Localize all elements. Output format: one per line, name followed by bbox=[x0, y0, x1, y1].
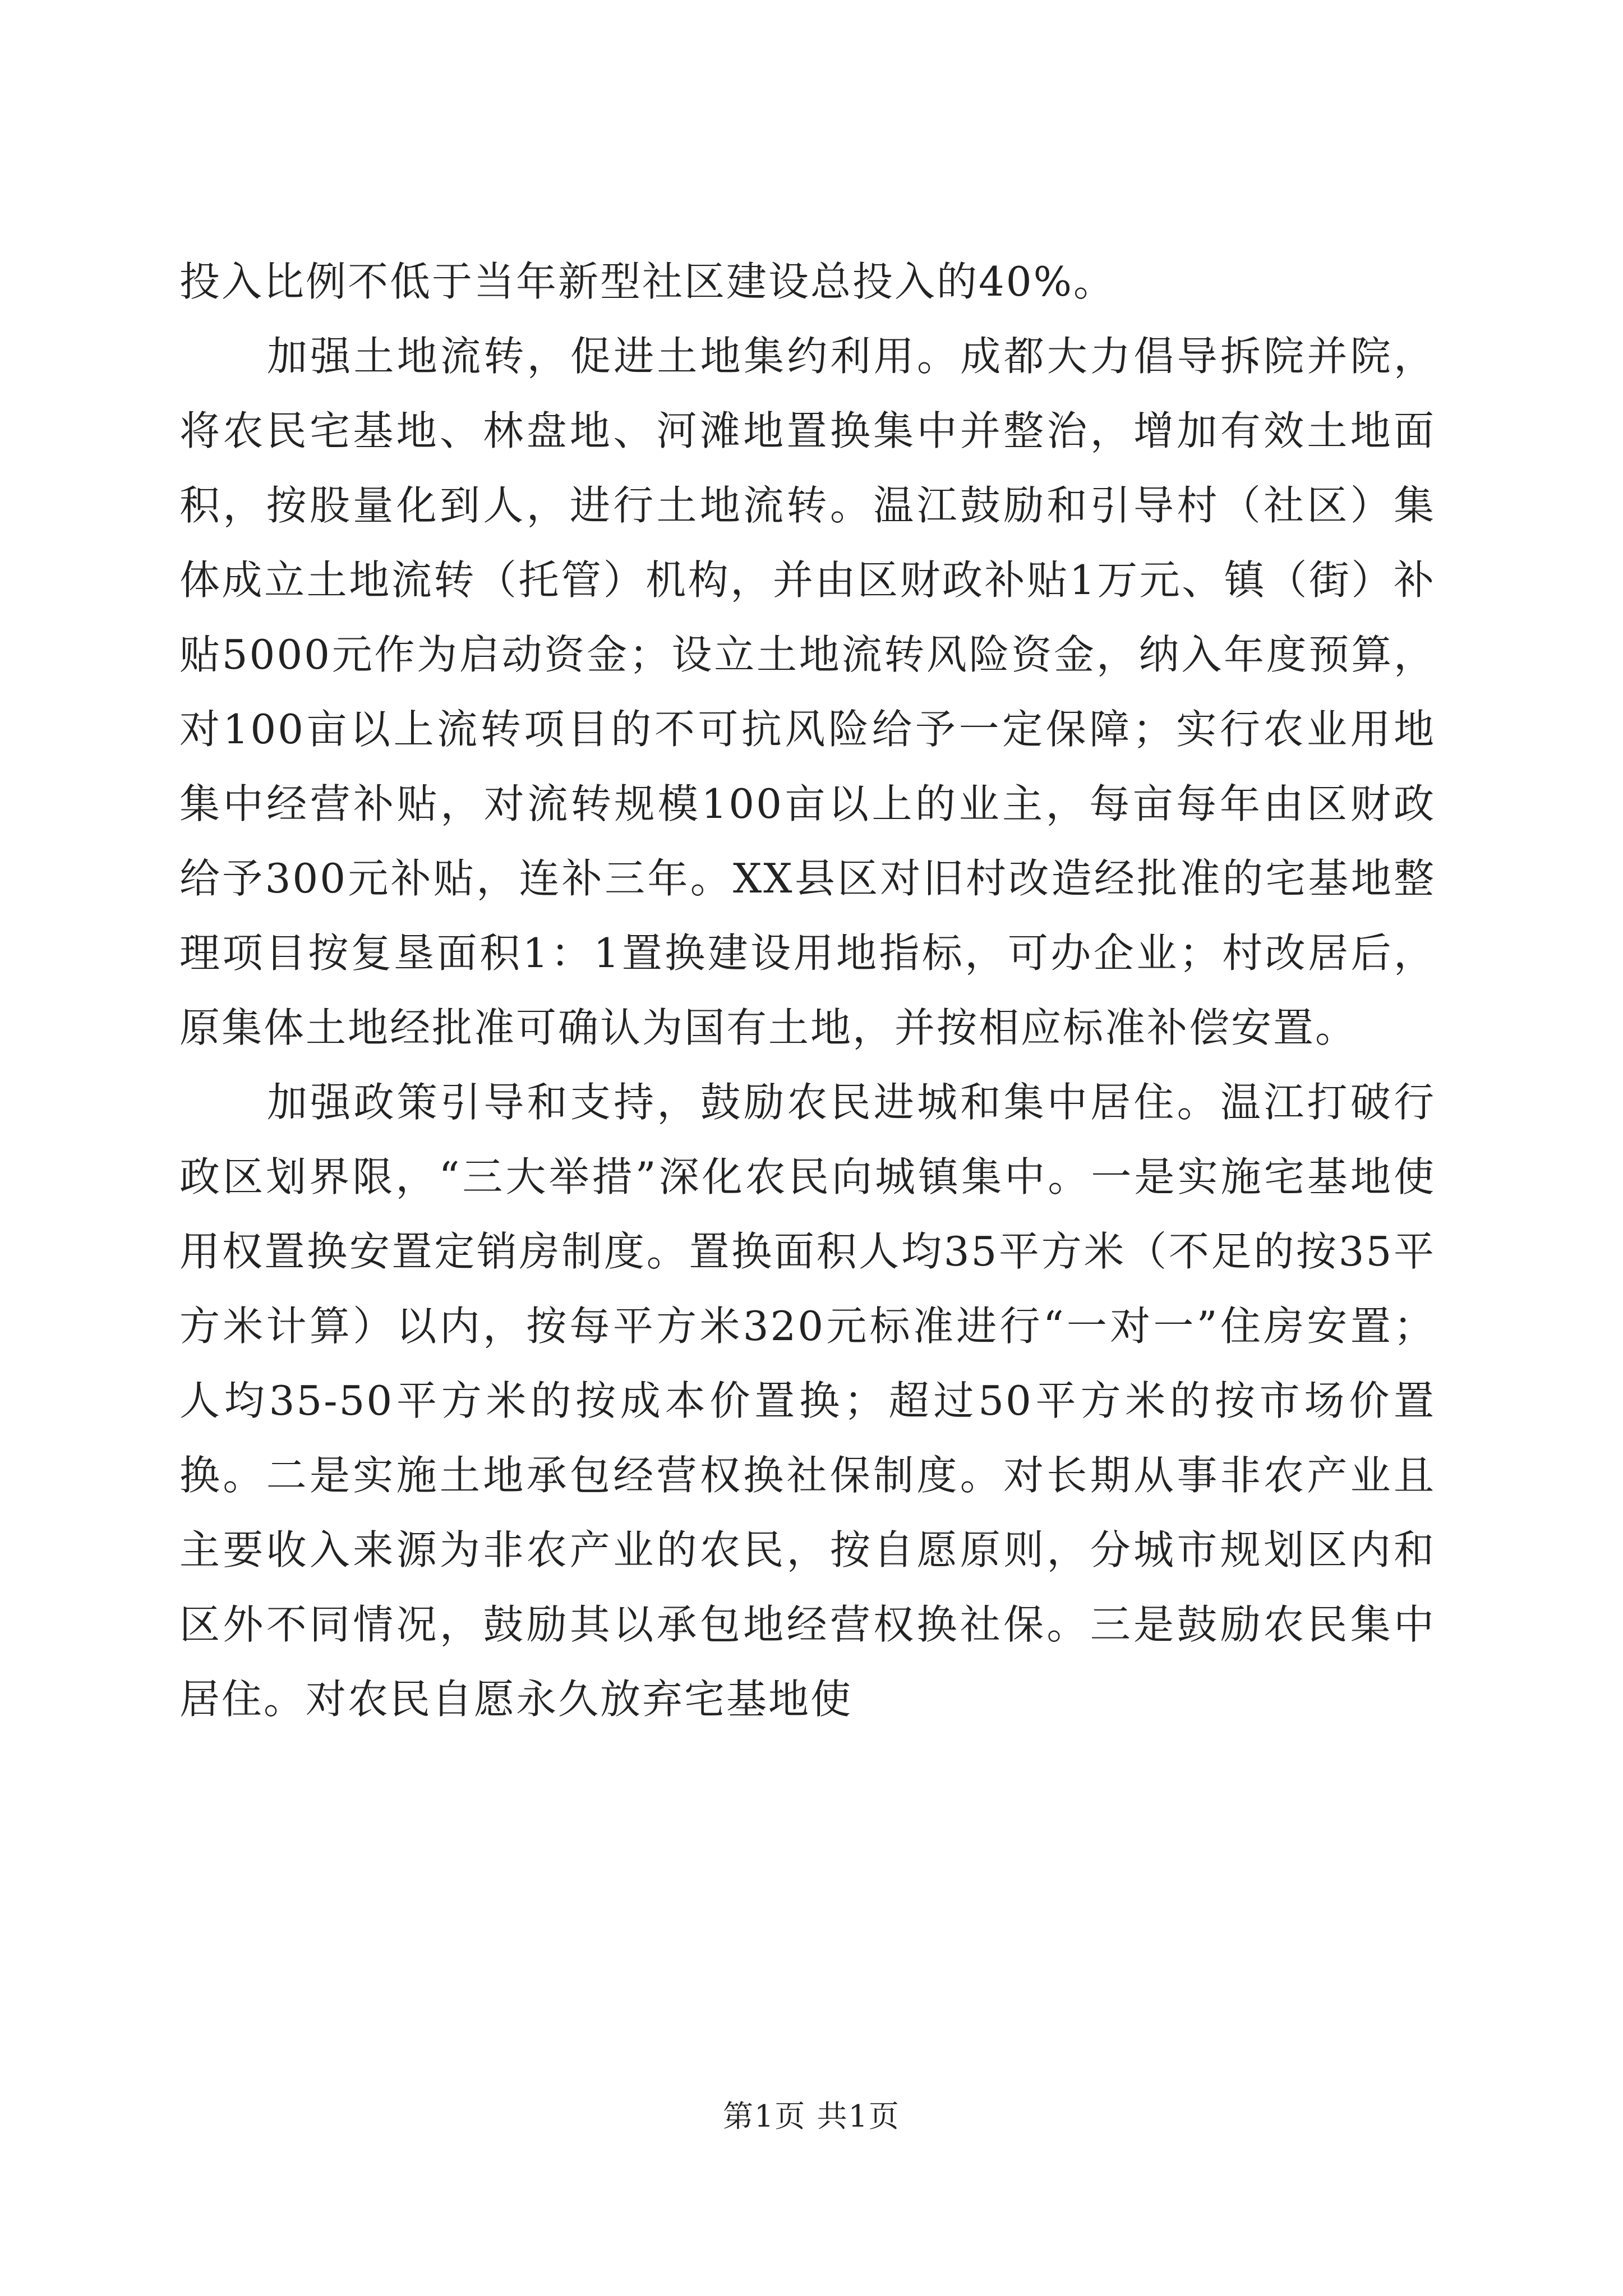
page-footer: 第1页 共1页 bbox=[723, 2099, 900, 2134]
document-body bbox=[179, 245, 1436, 1737]
paragraph-policy-guidance: 加强政策引导和支持，鼓励农民进城和集中居住。温江打破行政区划界限，“三大举措”深化农民向城镇集中。一是实施宅基地使用权置换安置定销房制度。置换面积人均35平方米（不足的按35平方米计算）以内，按每平方米320元标准进行“一对一”住房安置；人均35-50平方米的按成本价置换；超过50平方米的按市场价置换。二是实施土地承包经营权换社保制度。对长期从事非农产业且主要收入来源为非农产业的农民，按自愿原则，分城市规划区内和区外不同情况，鼓励其以承包地经营权换社保。三是鼓励农民集中居住。对农民自愿永久放弃宅基地使 bbox=[179, 1079, 1436, 1723]
paragraph-land-transfer: 加强土地流转，促进土地集约利用。成都大力倡导拆院并院，将农民宅基地、林盘地、河滩地置换集中并整治，增加有效土地面积，按股量化到人，进行土地流转。温江鼓励和引导村（社区）集体成立土地流转（托管）机构，并由区财政补贴1万元、镇（街）补贴5000元作为启动资金；设立土地流转风险资金，纳入年度预算，对100亩以上流转项目的不可抗风险给予一定保障；实行农业用地集中经营补贴，对流转规模100亩以上的业主，每亩每年由区财政给予300元补贴，连补三年。XX县区对旧村改造经批准的宅基地整理项目按复垦面积1：1置换建设用地指标，可办企业；村改居后，原集体土地经批准可确认为国有土地，并按相应标准补偿安置。 bbox=[179, 333, 1436, 1051]
paragraph-continuation: 投入比例不低于当年新型社区建设总投入的40%。 bbox=[179, 258, 1116, 305]
